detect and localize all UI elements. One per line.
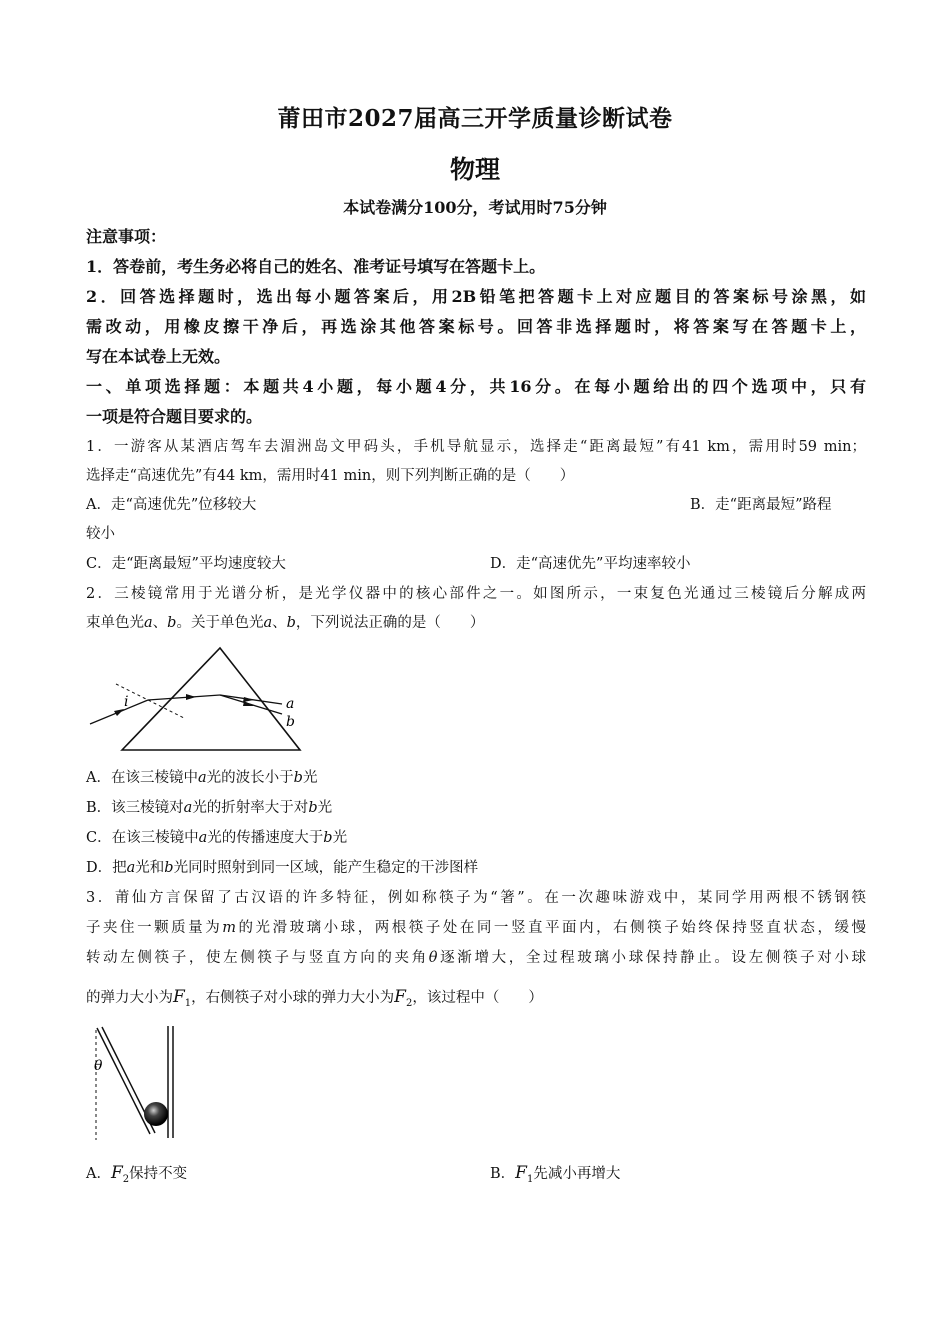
q1-option-b-line-1: B．走“距离最短”路程 xyxy=(690,497,832,513)
incident-arrow xyxy=(114,709,124,716)
notice-item-2-line-3: 写在本试卷上无效。 xyxy=(86,347,231,366)
ray-b-arrow xyxy=(243,701,254,706)
prism-figure xyxy=(86,640,316,760)
notice-item-1: 1．答卷前，考生务必将自己的姓名、准考证号填写在答题卡上。 xyxy=(86,257,546,276)
theta-label: θ xyxy=(94,1058,103,1074)
q3-option-b: B．$F_1$先减小再增大 xyxy=(490,1163,621,1185)
q3-line-4: 的弹力大小为$F_1$，右侧筷子对小球的弹力大小为$F_2$，该过程中（ ） xyxy=(86,987,543,1009)
q1-option-d: D．走“高速优先”平均速率较小 xyxy=(490,556,691,572)
inside-arrow xyxy=(186,694,196,700)
q2-line-2: 束单色光a、b。关于单色光a、b，下列说法正确的是（ ） xyxy=(86,615,485,631)
q3-line-3: 转动左侧筷子，使左侧筷子与竖直方向的夹角θ逐渐增大，全过程玻璃小球保持静止。设左侧筷子对小球 xyxy=(86,950,867,966)
q1-option-a: A．走“高速优先”位移较大 xyxy=(86,497,257,513)
q1-line-1: 1．一游客从某酒店驾车去湄洲岛文甲码头，手机导航显示，选择走“距离最短”有41 km，需用时59 min； xyxy=(86,439,866,455)
subject-title: 物理 xyxy=(449,155,500,184)
angle-i-label: i xyxy=(124,694,129,710)
q2-option-d: D．把a光和b光同时照射到同一区域，能产生稳定的干涉图样 xyxy=(86,860,479,876)
ray-a-label: a xyxy=(286,696,295,712)
q2-line-1: 2．三棱镜常用于光谱分析，是光学仪器中的核心部件之一。如图所示，一束复色光通过三棱镜后分解成两 xyxy=(86,586,866,602)
prism-triangle xyxy=(122,648,300,750)
q1-line-2: 选择走“高速优先”有44 km，需用时41 min，则下列判断正确的是（ ） xyxy=(86,468,575,484)
exam-title: 莆田市2027届高三开学质量诊断试卷 xyxy=(277,105,673,132)
glass-ball xyxy=(144,1102,168,1126)
q3-line-2: 子夹住一颗质量为m的光滑玻璃小球，两根筷子处在同一竖直平面内，右侧筷子始终保持竖直状态，缓慢 xyxy=(86,920,867,936)
exam-info: 本试卷满分100分，考试用时75分钟 xyxy=(343,198,607,217)
q3-option-a: A．$F_2$保持不变 xyxy=(86,1163,188,1185)
section-1-line-1: 一、单项选择题：本题共4小题，每小题4分，共16分。在每小题给出的四个选项中，只有 xyxy=(86,377,866,396)
q2-option-c: C．在该三棱镜中a光的传播速度大于b光 xyxy=(86,830,348,846)
q1-option-b-line-2: 较小 xyxy=(86,526,115,542)
q1-option-c: C．走“距离最短”平均速度较大 xyxy=(86,556,286,572)
refracted-ray xyxy=(148,695,220,700)
notice-item-2-line-2: 需改动，用橡皮擦干净后，再选涂其他答案标号。回答非选择题时，将答案写在答题卡上， xyxy=(86,317,866,336)
notice-heading: 注意事项： xyxy=(86,227,167,246)
section-1-line-2: 一项是符合题目要求的。 xyxy=(86,407,263,426)
ray-b-label: b xyxy=(286,714,295,730)
q3-line-1: 3．莆仙方言保留了古汉语的许多特征，例如称筷子为“箸”。在一次趣味游戏中，某同学用两根不锈钢筷 xyxy=(86,890,866,906)
q2-option-a: A．在该三棱镜中a光的波长小于b光 xyxy=(86,770,318,786)
left-chopstick-edge-1 xyxy=(97,1028,150,1134)
chopsticks-figure xyxy=(86,1022,186,1142)
q2-option-b: B．该三棱镜对a光的折射率大于对b光 xyxy=(86,800,333,816)
notice-item-2-line-1: 2．回答选择题时，选出每小题答案后，用2B铅笔把答题卡上对应题目的答案标号涂黑，如 xyxy=(86,287,866,306)
